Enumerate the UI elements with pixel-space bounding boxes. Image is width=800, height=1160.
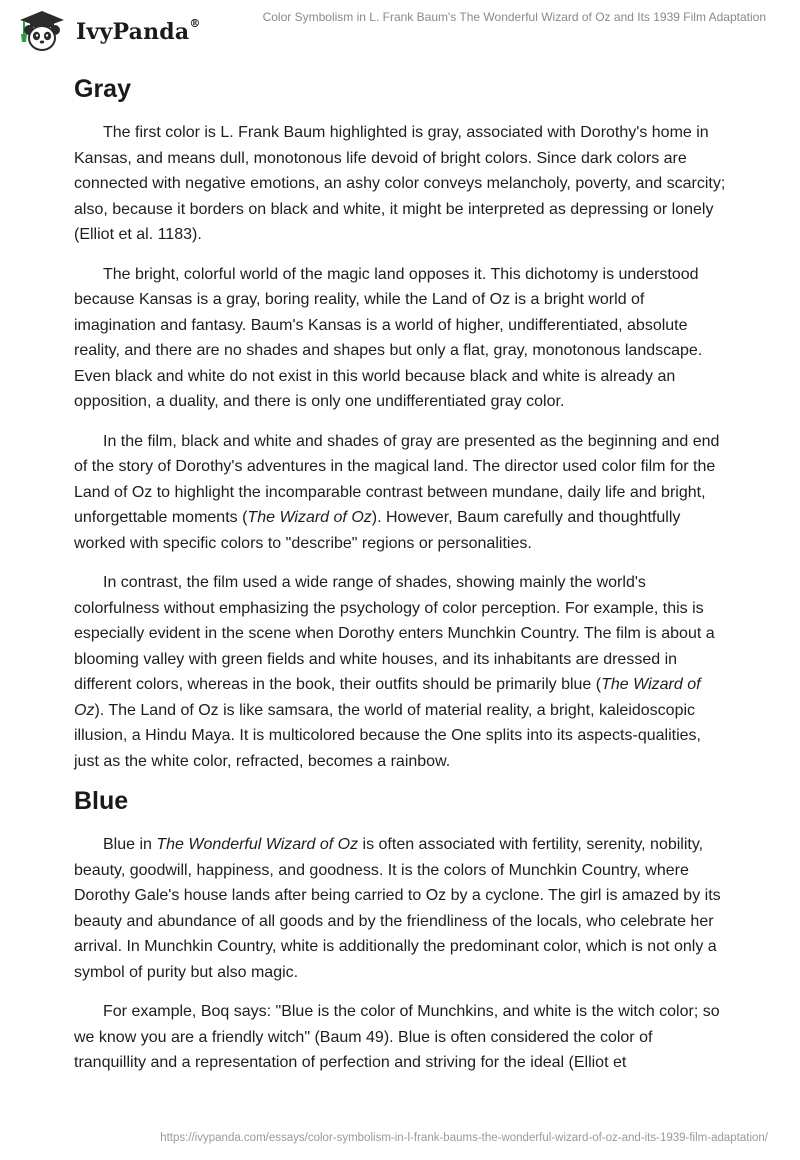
paragraph: In the film, black and white and shades of gray are presented as the beginning and end of the story of Dorothy's adventures in the magical land. The director used color film for the Land of Oz to highlight the incomparable contrast between mundane, daily life and bright, unforgettable moments (The Wizard of Oz). However, Baum carefully and thoughtfully worked with specific colors to "describe" regions or personalities.	[74, 432, 720, 552]
paragraph: The bright, colorful world of the magic land opposes it. This dichotomy is understood because Kansas is a gray, boring reality, while the Land of Oz is a bright world of imagination and fantasy. Baum's Kansas is a world of higher, undifferentiated, absolute reality, and there are no shades and shapes but only a flat, gray, monotonous landscape. Even black and white do not exist in this world because black and white is already an opposition, a duality, and there is only one undifferentiated gray color.	[74, 265, 703, 410]
citation: The Wizard of Oz	[74, 676, 701, 719]
paragraph: The first color is L. Frank Baum highlighted is gray, associated with Dorothy's home in Kansas, and means dull, monotonous life devoid of bright colors. Since dark colors are connected with negative emotions, an ashy color conveys melancholy, poverty, and scarcity; also, because it borders on black and white, it might be interpreted as depressing or lonely (Elliot et al. 1183).	[74, 124, 726, 243]
page-header	[0, 0, 800, 60]
source-url[interactable]: https://ivypanda.com/essays/color-symbolism-in-l-frank-baums-the-wonderful-wizard-of-oz-and-its-1939-film-adaptation/	[160, 1132, 768, 1144]
citation: The Wizard of Oz	[247, 509, 372, 526]
essay-body	[74, 70, 728, 1076]
brand-logo[interactable]	[14, 8, 201, 52]
section-heading-blue: Blue	[74, 787, 129, 815]
panda-graduate-logo-icon	[14, 8, 70, 52]
paragraph: Blue in The Wonderful Wizard of Oz is often associated with fertility, serenity, nobility, beauty, goodwill, happiness, and goodness. It is the colors of Munchkin Country, where Dorothy Gale's house lands after being carried to Oz by a cyclone. The girl is amazed by its beauty and abundance of all goods and by the friendliness of the locals, who celebrate her arrival. In Munchkin Country, white is additionally the predominant color, which is not only a symbol of purity but also magic.	[74, 836, 721, 981]
document-title: Color Symbolism in L. Frank Baum's The Wonderful Wizard of Oz and Its 1939 Film Adaptation	[262, 10, 766, 24]
book-title: The Wonderful Wizard of Oz	[156, 836, 359, 853]
paragraph: For example, Boq says: "Blue is the color of Munchkins, and white is the witch color; so we know you are a friendly witch" (Baum 49). Blue is often considered the color of tranquillity and a representation of perfection and striving for the ideal (Elliot et	[74, 1003, 720, 1071]
paragraph: In contrast, the film used a wide range of shades, showing mainly the world's colorfulness without emphasizing the psychology of color perception. For example, this is especially evident in the scene when Dorothy enters Munchkin Country. The film is about a blooming valley with green fields and white houses, and its inhabitants are dressed in different colors, whereas in the book, their outfits should be primarily blue (The Wizard of Oz). The Land of Oz is like samsara, the world of material reality, a bright, kaleidoscopic illusion, a Hindu Maya. It is multicolored because the One splits into its aspects-qualities, just as the white color, refracted, becomes a rainbow.	[74, 574, 715, 770]
section-heading-gray: Gray	[74, 75, 131, 103]
brand-name: IvyPanda®	[76, 17, 201, 45]
